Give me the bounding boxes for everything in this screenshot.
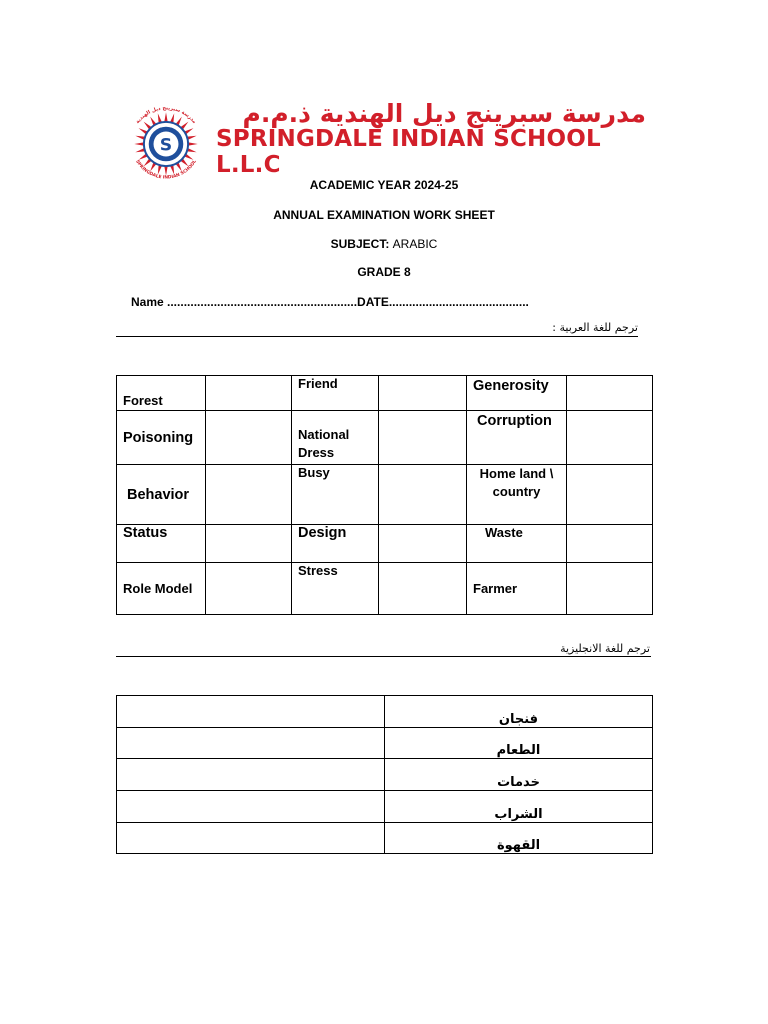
answer-cell[interactable] [206,411,292,465]
word-cell: Busy [292,465,379,525]
table-row [117,823,653,854]
answer-cell[interactable] [379,411,467,465]
word-cell: الطعام [385,728,653,759]
answer-cell[interactable] [206,465,292,525]
answer-cell[interactable] [117,696,385,728]
subject-label: SUBJECT: [330,237,390,251]
section2-rule [116,656,651,657]
table-row [117,376,653,411]
subject-line [0,237,768,251]
word-cell: فنجان [385,696,653,728]
answer-cell[interactable] [379,563,467,615]
answer-cell[interactable] [567,376,653,411]
subject-value: ARABIC [392,237,438,251]
answer-cell[interactable] [117,759,385,791]
answer-cell[interactable] [379,376,467,411]
table-row [117,563,653,615]
table-row [117,696,653,728]
word-cell: Forest [117,376,206,411]
table-row [117,411,653,465]
name-date-line: Name .........................................................DATE.......................................... [131,295,529,309]
word-cell: الشراب [385,791,653,823]
answer-cell[interactable] [567,563,653,615]
table-row [117,465,653,525]
word-cell: القهوة [385,823,653,854]
word-cell: Status [117,525,206,563]
section2-instruction: ترجم للغة الانجليزية [560,642,650,655]
answer-cell[interactable] [567,465,653,525]
word-cell: Friend [292,376,379,411]
table-row [117,759,653,791]
word-cell: Design [292,525,379,563]
word-cell: Behavior [117,465,206,525]
answer-cell[interactable] [206,376,292,411]
emblem-letter: S [159,135,173,156]
answer-cell[interactable] [206,525,292,563]
word-cell: Stress [292,563,379,615]
word-cell: National Dress [292,411,379,465]
answer-cell[interactable] [117,823,385,854]
answer-cell[interactable] [567,525,653,563]
school-name-arabic: مدرسة سبرينج ديل الهندية ذ.م.م [242,99,646,128]
word-cell: Role Model [117,563,206,615]
table-row [117,525,653,563]
section1-rule [116,336,638,337]
english-translation-table [116,695,653,854]
answer-cell[interactable] [117,728,385,759]
academic-year: ACADEMIC YEAR 2024-25 [309,178,459,192]
answer-cell[interactable] [117,791,385,823]
answer-cell[interactable] [567,411,653,465]
section1-instruction: ترجم للغة العربية : [552,321,638,334]
school-name-english: SPRINGDALE INDIAN SCHOOL L.L.C [216,126,601,178]
emblem-ring-text-arabic: مدرسة سبرينج ديل الهندية [134,105,198,125]
word-cell: Home land \ country [467,465,567,525]
word-cell: Generosity [467,376,567,411]
word-cell: Farmer [467,563,567,615]
emblem-ring-text: SPRINGDALE INDIAN SCHOOL [134,159,198,181]
answer-cell[interactable] [379,525,467,563]
word-cell: Waste [467,525,567,563]
answer-cell[interactable] [379,465,467,525]
word-cell: Corruption [467,411,567,465]
arabic-translation-table [116,375,653,615]
word-cell: Poisoning [117,411,206,465]
answer-cell[interactable] [206,563,292,615]
table-row [117,728,653,759]
exam-title: ANNUAL EXAMINATION WORK SHEET [273,208,495,222]
grade: GRADE 8 [357,265,411,279]
table-row [117,791,653,823]
word-cell: خدمات [385,759,653,791]
